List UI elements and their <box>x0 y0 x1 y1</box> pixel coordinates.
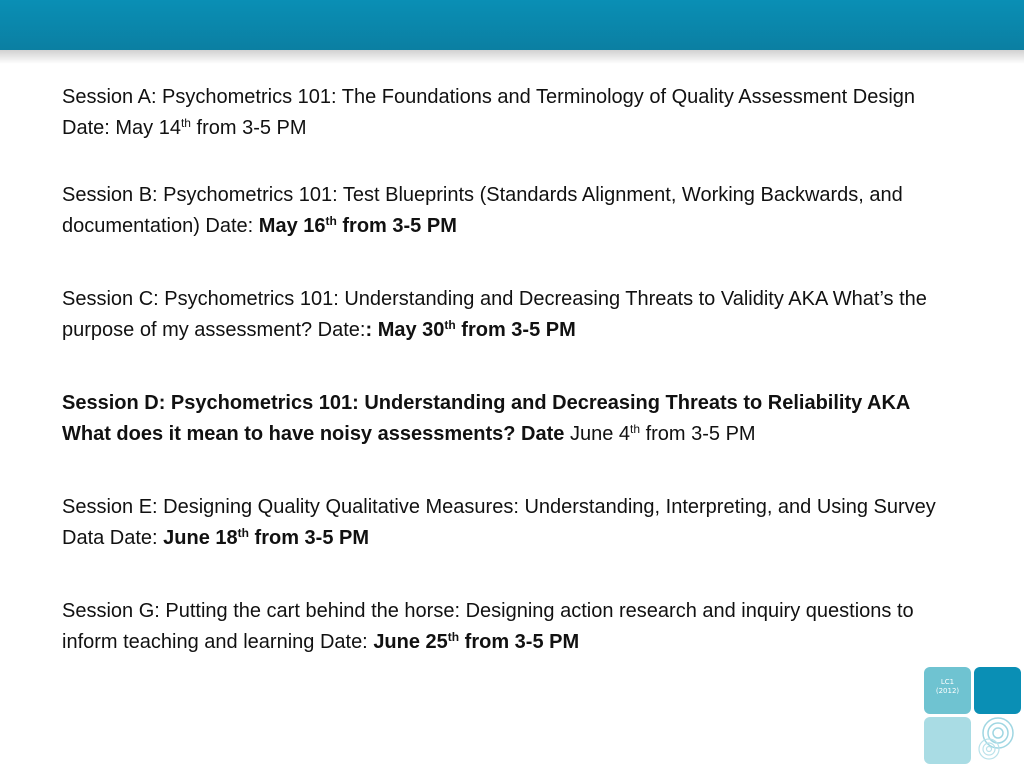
session-a-time: from 3-5 PM <box>190 117 307 139</box>
logo-line-2: (2012) <box>935 687 960 695</box>
session-c-time: from 3-5 PM <box>455 319 576 341</box>
session-a <box>62 82 952 144</box>
session-c-date <box>365 319 575 341</box>
logo-tile-label <box>924 667 971 714</box>
header-shadow <box>0 50 1024 64</box>
session-d-time: from 3-5 PM <box>640 423 756 445</box>
session-g-day: June 25 <box>373 631 448 653</box>
session-c <box>62 284 952 346</box>
session-e-text: Session E: Designing Quality Qualitative Measures: Understanding, Interpreting, and Using Survey Data Date: <box>62 496 936 549</box>
session-e-sup: th <box>237 526 249 540</box>
header-bar <box>0 0 1024 50</box>
session-b-text: Session B: Psychometrics 101: Test Blueprints (Standards Alignment, Working Backwards, and documentation) Date: <box>62 184 903 237</box>
logo-text <box>924 678 971 696</box>
session-c-day: : May 30 <box>365 319 445 341</box>
session-d-text: Session D: Psychometrics 101: Understanding and Decreasing Threats to Reliability AKA What does it mean to have noisy assessments? Date <box>62 392 910 445</box>
session-e-day: June 18 <box>163 527 238 549</box>
logo-tile-dark <box>974 667 1021 714</box>
session-c-text: Session C: Psychometrics 101: Understanding and Decreasing Threats to Validity AKA What’s the purpose of my assessment? Date: <box>62 288 927 341</box>
session-a-sup: th <box>180 116 191 130</box>
session-d-sup: th <box>630 422 641 436</box>
session-list <box>62 82 952 658</box>
session-d <box>62 388 952 450</box>
session-c-sup: th <box>444 318 456 332</box>
session-b <box>62 180 952 242</box>
session-g-time: from 3-5 PM <box>459 631 580 653</box>
concentric-rings-icon <box>976 715 1024 768</box>
session-b-time: from 3-5 PM <box>336 215 457 237</box>
session-a-text: Session A: Psychometrics 101: The Foundations and Terminology of Quality Assessment Design Date: May 14 <box>62 86 916 139</box>
session-g <box>62 596 952 658</box>
session-b-date <box>259 215 457 237</box>
session-e-time: from 3-5 PM <box>248 527 370 549</box>
session-b-day: May 16 <box>258 215 326 237</box>
session-g-sup: th <box>447 630 460 644</box>
session-b-sup: th <box>325 214 337 228</box>
session-g-text: Session G: Putting the cart behind the horse: Designing action research and inquiry questions to inform teaching and learning Date: <box>62 600 914 653</box>
logo-tile-pale <box>924 717 971 764</box>
session-e <box>62 492 952 554</box>
session-d-day: June 4 <box>564 423 630 445</box>
lc1-logo <box>924 667 1024 768</box>
logo-line-1: LC1 <box>940 678 955 686</box>
session-e-date <box>163 527 369 549</box>
session-g-date <box>373 631 579 653</box>
